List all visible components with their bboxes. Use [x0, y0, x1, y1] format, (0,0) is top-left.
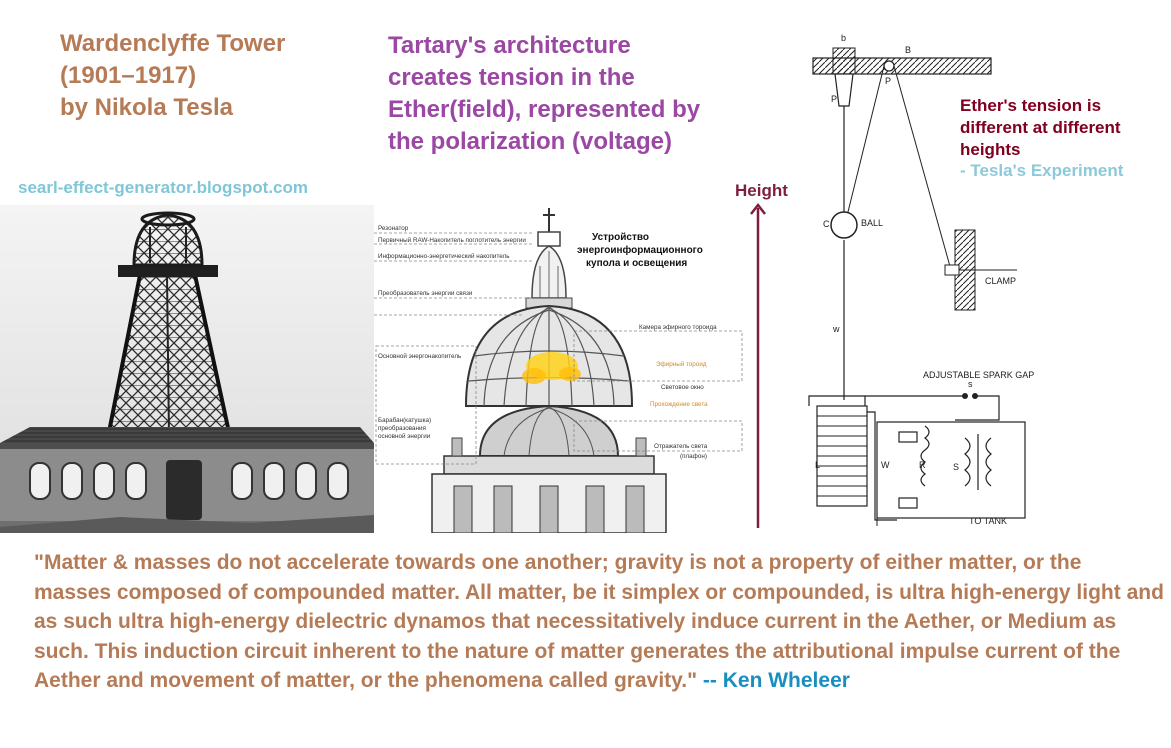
tesla-experiment-caption: - Tesla's Experiment: [960, 161, 1124, 180]
dome-label-drum-2: преобразования: [378, 425, 426, 432]
ether-tension-note: Ether's tension is different at different heights: [960, 96, 1121, 159]
dome-label-toroid-chamber: Камера эфирного тороида: [639, 324, 717, 331]
dome-heading-line-1: Устройство: [592, 232, 649, 243]
circuit-label-b: b: [841, 33, 847, 43]
dome-label-converter: Преобразователь энергии связи: [378, 290, 473, 297]
dome-label-primary-accumulator: Первичный RAW-Накопитель поглотитель энергии: [378, 237, 526, 244]
circuit-label-ball: BALL: [861, 218, 884, 228]
circuit-label-to-tank: TO TANK: [969, 516, 1008, 526]
circuit-label-spark-gap: ADJUSTABLE SPARK GAP: [923, 370, 1035, 380]
circuit-label-r: R: [919, 460, 926, 470]
dome-label-info-accumulator: Информационно-энергетический накопитель: [378, 253, 510, 260]
dome-heading-line-3: купола и освещения: [586, 258, 688, 269]
dome-label-reflector: Отражатель света: [654, 443, 708, 450]
dome-label-resonator: Резонатор: [378, 225, 409, 232]
circuit-label-s2: S: [953, 462, 960, 472]
dome-label-drum-3: основной энергии: [378, 433, 431, 440]
ken-wheeler-quote: [34, 548, 1164, 696]
circuit-label-c: C: [823, 219, 830, 229]
circuit-label-p2: P: [885, 76, 892, 86]
dome-label-drum: Барабан(катушка): [378, 417, 432, 424]
dome-label-main-accumulator: Основной энергонакопитель: [378, 353, 462, 360]
height-label: Height: [735, 181, 788, 200]
dome-label-toroid: Эфирный тороид: [656, 361, 707, 368]
circuit-label-w: w: [833, 324, 840, 334]
circuit-label-s1: s: [968, 379, 973, 389]
wardenclyffe-title: Wardenclyffe Tower (1901–1917) by Nikola Tesla: [60, 30, 286, 121]
dome-architecture-diagram: [374, 206, 744, 533]
tartary-title: Tartary's architecture creates tension in the Ether(field), represented by the polarization (voltage): [388, 32, 701, 155]
circuit-label-w2: W: [881, 460, 890, 470]
blog-url: searl-effect-generator.blogspot.com: [18, 178, 309, 197]
quote-text: "Matter & masses do not accelerate towards one another; gravity is not a property of either matter, or the masses composed of compounded matter. All matter, be it simplex or compounded, is ultra high-energy light and as such ultra high-energy dielectric dynamos that necessitatively induce current in the Aether, or Medium as such. This induction circuit inherent to the nature of matter generates the attributional impulse current of the Aether and movement of matter, or the phenomena called gravity.": [34, 551, 1164, 692]
dome-heading-line-2: энергоинформационного: [577, 245, 703, 256]
dome-label-light-passage: Прохождение света: [650, 401, 708, 408]
tesla-experiment-circuit: [795, 20, 1045, 530]
circuit-label-B: B: [905, 45, 912, 55]
quote-author: -- Ken Wheleer: [702, 669, 850, 692]
height-arrow: [748, 200, 768, 530]
circuit-label-clamp: CLAMP: [985, 276, 1017, 286]
circuit-label-l: L: [815, 460, 821, 470]
dome-label-light-window: Световое окно: [661, 384, 704, 391]
dome-label-reflector-2: (плафон): [680, 453, 707, 460]
wardenclyffe-tower-photo: [0, 205, 374, 533]
circuit-label-p1: P: [831, 94, 838, 104]
